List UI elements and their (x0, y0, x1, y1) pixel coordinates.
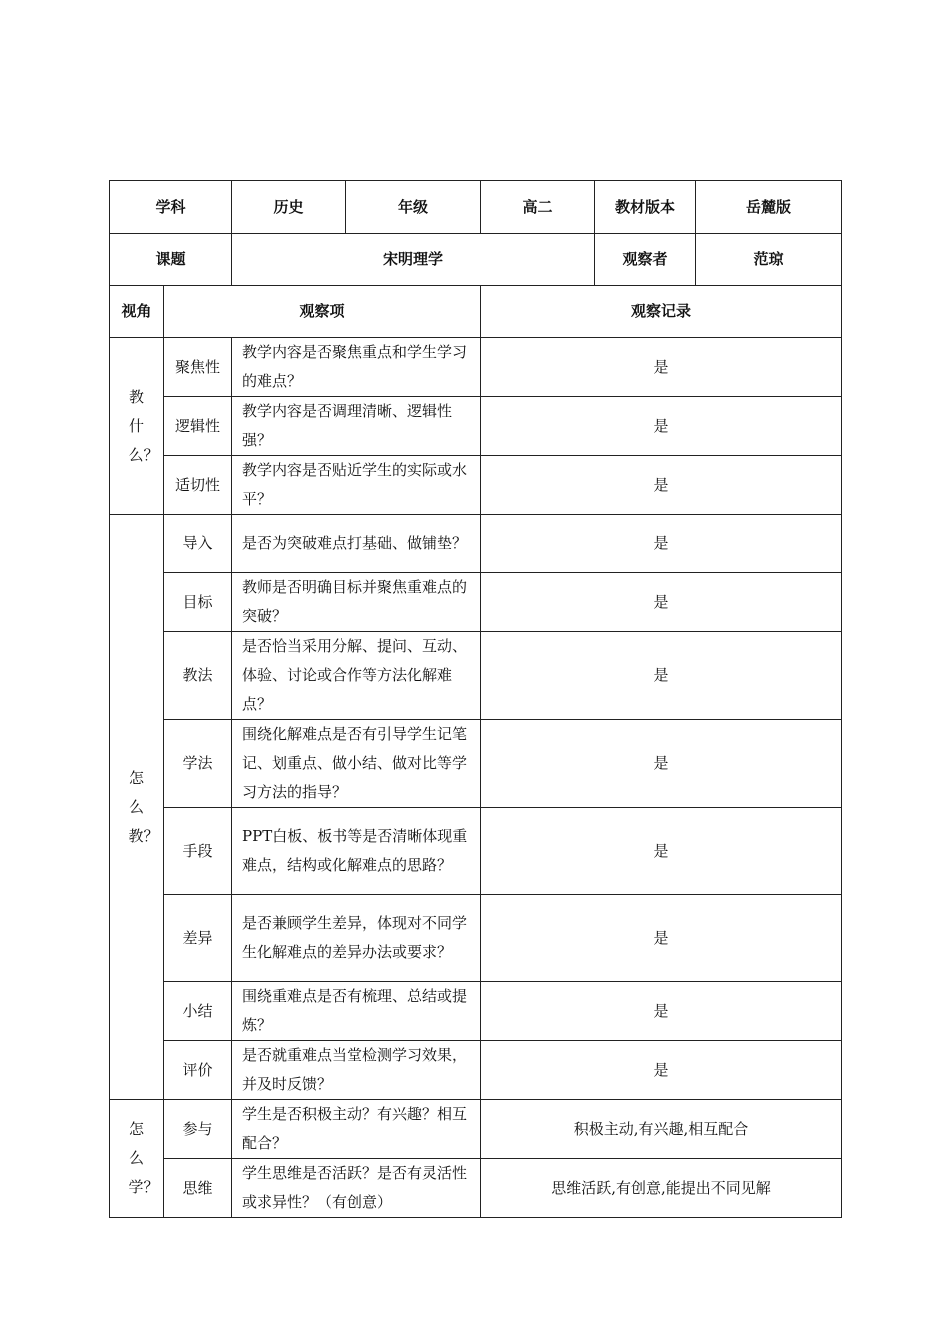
record-cell: 积极主动,有兴趣,相互配合 (481, 1100, 842, 1159)
item-cell: 适切性 (164, 456, 232, 515)
item-cell: 逻辑性 (164, 397, 232, 456)
question-cell: 学生是否积极主动？有兴趣？相互配合？ (232, 1100, 481, 1159)
table-row (110, 895, 842, 982)
subject-label: 学科 (110, 181, 232, 234)
question-cell: 是否为突破难点打基础、做铺垫？ (232, 515, 481, 573)
item-cell: 参与 (164, 1100, 232, 1159)
question-cell: 教学内容是否聚焦重点和学生学习的难点？ (232, 338, 481, 397)
item-cell: 差异 (164, 895, 232, 982)
table-row (110, 338, 842, 397)
angle-cell: 怎么学？ (110, 1100, 164, 1218)
question-cell: PPT白板、板书等是否清晰体现重难点，结构或化解难点的思路？ (232, 808, 481, 895)
table-row (110, 573, 842, 632)
subject-value: 历史 (232, 181, 346, 234)
angle-header: 视角 (110, 286, 164, 338)
record-cell: 是 (481, 573, 842, 632)
angle-cell: 怎么教？ (110, 515, 164, 1100)
table-row (110, 982, 842, 1041)
grade-label: 年级 (346, 181, 481, 234)
edition-label: 教材版本 (595, 181, 696, 234)
item-cell: 目标 (164, 573, 232, 632)
question-cell: 学生思维是否活跃？是否有灵活性或求异性？（有创意） (232, 1159, 481, 1218)
record-cell: 是 (481, 720, 842, 808)
observer-value: 范琼 (696, 234, 842, 286)
record-cell: 是 (481, 808, 842, 895)
item-cell: 小结 (164, 982, 232, 1041)
record-cell: 是 (481, 632, 842, 720)
table-row (110, 397, 842, 456)
item-cell: 教法 (164, 632, 232, 720)
header-row-1 (110, 181, 842, 234)
item-cell: 思维 (164, 1159, 232, 1218)
column-header-row (110, 286, 842, 338)
question-cell: 教师是否明确目标并聚焦重难点的突破？ (232, 573, 481, 632)
header-row-2 (110, 234, 842, 286)
item-cell: 评价 (164, 1041, 232, 1100)
record-cell: 是 (481, 982, 842, 1041)
item-cell: 聚焦性 (164, 338, 232, 397)
question-cell: 是否就重难点当堂检测学习效果，并及时反馈？ (232, 1041, 481, 1100)
question-cell: 教学内容是否贴近学生的实际或水平？ (232, 456, 481, 515)
table-row (110, 1159, 842, 1218)
table-row (110, 1100, 842, 1159)
record-cell: 是 (481, 895, 842, 982)
table-row (110, 456, 842, 515)
topic-value: 宋明理学 (232, 234, 595, 286)
observation-table (109, 180, 842, 1218)
table-row (110, 1041, 842, 1100)
angle-cell: 教什么？ (110, 338, 164, 515)
table-row (110, 808, 842, 895)
record-cell: 是 (481, 1041, 842, 1100)
item-cell: 手段 (164, 808, 232, 895)
table-row (110, 632, 842, 720)
item-cell: 学法 (164, 720, 232, 808)
edition-value: 岳麓版 (696, 181, 842, 234)
topic-label: 课题 (110, 234, 232, 286)
table-row (110, 720, 842, 808)
grade-value: 高二 (481, 181, 595, 234)
observer-label: 观察者 (595, 234, 696, 286)
record-cell: 是 (481, 338, 842, 397)
question-cell: 围绕化解难点是否有引导学生记笔记、划重点、做小结、做对比等学习方法的指导？ (232, 720, 481, 808)
question-cell: 是否恰当采用分解、提问、互动、体验、讨论或合作等方法化解难点？ (232, 632, 481, 720)
item-cell: 导入 (164, 515, 232, 573)
question-cell: 围绕重难点是否有梳理、总结或提炼？ (232, 982, 481, 1041)
question-cell: 是否兼顾学生差异，体现对不同学生化解难点的差异办法或要求？ (232, 895, 481, 982)
record-header: 观察记录 (481, 286, 842, 338)
item-header: 观察项 (164, 286, 481, 338)
record-cell: 思维活跃,有创意,能提出不同见解 (481, 1159, 842, 1218)
record-cell: 是 (481, 397, 842, 456)
record-cell: 是 (481, 515, 842, 573)
question-cell: 教学内容是否调理清晰、逻辑性强？ (232, 397, 481, 456)
table-row (110, 515, 842, 573)
record-cell: 是 (481, 456, 842, 515)
